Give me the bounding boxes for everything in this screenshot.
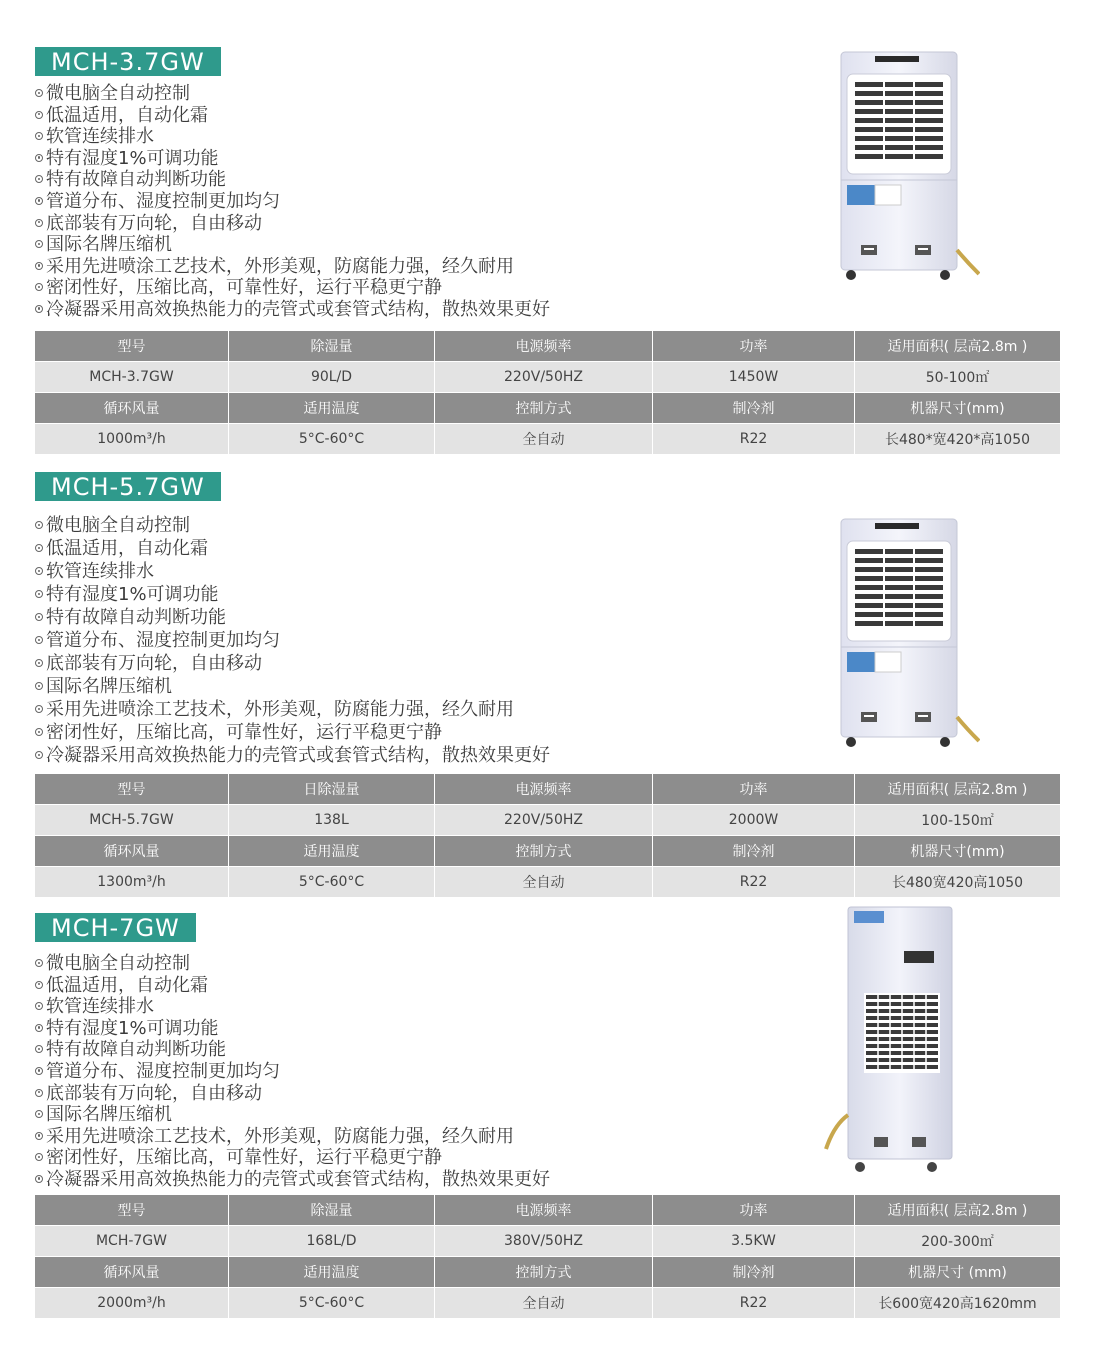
bullet-icon xyxy=(35,981,43,989)
table-row xyxy=(35,1288,1061,1319)
bullet-icon xyxy=(35,262,43,270)
table-cell: 2000W xyxy=(653,805,855,836)
bullet-icon xyxy=(35,1024,43,1032)
feature-item: 微电脑全自动控制 xyxy=(35,514,550,537)
table-cell: 1300m³/h xyxy=(35,867,229,898)
bullet-icon xyxy=(35,659,43,667)
table-row xyxy=(35,424,1061,455)
feature-item: 微电脑全自动控制 xyxy=(35,83,550,105)
model-title: MCH-3.7GW xyxy=(35,47,221,76)
table-header: 日除湿量 xyxy=(229,774,435,805)
table-header: 功率 xyxy=(653,331,855,362)
feature-item: 密闭性好，压缩比高，可靠性好，运行平稳更宁静 xyxy=(35,721,550,744)
table-header: 适用温度 xyxy=(229,1257,435,1288)
feature-item: 低温适用，自动化霜 xyxy=(35,537,550,560)
table-header: 制冷剂 xyxy=(653,393,855,424)
feature-list xyxy=(35,514,550,767)
table-cell: 168L/D xyxy=(229,1226,435,1257)
feature-item: 低温适用，自动化霜 xyxy=(35,105,550,127)
bullet-icon xyxy=(35,751,43,759)
table-row xyxy=(35,331,1061,362)
table-header: 机器尺寸 (mm) xyxy=(855,1257,1061,1288)
table-row xyxy=(35,836,1061,867)
table-header: 控制方式 xyxy=(435,836,653,867)
feature-item: 底部装有万向轮，自由移动 xyxy=(35,1083,550,1105)
bullet-icon xyxy=(35,197,43,205)
table-cell: MCH-7GW xyxy=(35,1226,229,1257)
table-header: 机器尺寸(mm) xyxy=(855,393,1061,424)
table-header: 制冷剂 xyxy=(653,1257,855,1288)
table-cell: 220V/50HZ xyxy=(435,805,653,836)
model-title: MCH-7GW xyxy=(35,913,196,942)
feature-item: 底部装有万向轮，自由移动 xyxy=(35,213,550,235)
feature-item: 采用先进喷涂工艺技术，外形美观，防腐能力强，经久耐用 xyxy=(35,698,550,721)
table-header: 功率 xyxy=(653,774,855,805)
bullet-icon xyxy=(35,89,43,97)
bullet-icon xyxy=(35,613,43,621)
table-header: 适用温度 xyxy=(229,836,435,867)
bullet-icon xyxy=(35,590,43,598)
table-cell: 50-100㎡ xyxy=(855,362,1061,393)
bullet-icon xyxy=(35,567,43,575)
bullet-icon xyxy=(35,283,43,291)
bullet-icon xyxy=(35,240,43,248)
bullet-icon xyxy=(35,521,43,529)
bullet-icon xyxy=(35,1067,43,1075)
spec-table xyxy=(34,330,1061,455)
table-cell: R22 xyxy=(653,867,855,898)
table-cell: 长480宽420高1050 xyxy=(855,867,1061,898)
table-header: 型号 xyxy=(35,331,229,362)
table-cell: 220V/50HZ xyxy=(435,362,653,393)
feature-item: 冷凝器采用高效换热能力的壳管式或套管式结构，散热效果更好 xyxy=(35,1169,550,1191)
table-header: 电源频率 xyxy=(435,1195,653,1226)
table-header: 电源频率 xyxy=(435,774,653,805)
table-cell: 1450W xyxy=(653,362,855,393)
bullet-icon xyxy=(35,544,43,552)
feature-item: 采用先进喷涂工艺技术，外形美观，防腐能力强，经久耐用 xyxy=(35,1126,550,1148)
table-header: 型号 xyxy=(35,774,229,805)
table-row xyxy=(35,393,1061,424)
feature-item: 冷凝器采用高效换热能力的壳管式或套管式结构，散热效果更好 xyxy=(35,744,550,767)
bullet-icon xyxy=(35,305,43,313)
feature-item: 特有湿度1%可调功能 xyxy=(35,148,550,170)
table-cell: 全自动 xyxy=(435,1288,653,1319)
bullet-icon xyxy=(35,132,43,140)
feature-item: 密闭性好，压缩比高，可靠性好，运行平稳更宁静 xyxy=(35,1147,550,1169)
table-cell: 长600宽420高1620mm xyxy=(855,1288,1061,1319)
bullet-icon xyxy=(35,154,43,162)
table-row xyxy=(35,805,1061,836)
table-cell: 2000m³/h xyxy=(35,1288,229,1319)
feature-item: 密闭性好，压缩比高，可靠性好，运行平稳更宁静 xyxy=(35,277,550,299)
table-cell: 138L xyxy=(229,805,435,836)
table-row xyxy=(35,1257,1061,1288)
feature-list xyxy=(35,953,550,1191)
feature-item: 特有湿度1%可调功能 xyxy=(35,583,550,606)
table-cell: 1000m³/h xyxy=(35,424,229,455)
table-cell: R22 xyxy=(653,424,855,455)
feature-item: 软管连续排水 xyxy=(35,126,550,148)
dehumidifier-image xyxy=(835,50,980,282)
table-header: 电源频率 xyxy=(435,331,653,362)
table-header: 机器尺寸(mm) xyxy=(855,836,1061,867)
bullet-icon xyxy=(35,1132,43,1140)
feature-item: 特有故障自动判断功能 xyxy=(35,1039,550,1061)
table-cell: R22 xyxy=(653,1288,855,1319)
feature-item: 管道分布、湿度控制更加均匀 xyxy=(35,1061,550,1083)
bullet-icon xyxy=(35,175,43,183)
table-row xyxy=(35,1226,1061,1257)
bullet-icon xyxy=(35,1089,43,1097)
table-cell: 长480*宽420*高1050 xyxy=(855,424,1061,455)
bullet-icon xyxy=(35,1175,43,1183)
feature-item: 软管连续排水 xyxy=(35,560,550,583)
table-cell: 5°C-60°C xyxy=(229,867,435,898)
bullet-icon xyxy=(35,636,43,644)
table-cell: 380V/50HZ xyxy=(435,1226,653,1257)
table-header: 循环风量 xyxy=(35,393,229,424)
table-header: 控制方式 xyxy=(435,1257,653,1288)
feature-item: 微电脑全自动控制 xyxy=(35,953,550,975)
table-header: 适用温度 xyxy=(229,393,435,424)
table-header: 制冷剂 xyxy=(653,836,855,867)
table-cell: 5°C-60°C xyxy=(229,1288,435,1319)
bullet-icon xyxy=(35,219,43,227)
table-header: 适用面积( 层高2.8m ) xyxy=(855,1195,1061,1226)
feature-item: 采用先进喷涂工艺技术，外形美观，防腐能力强，经久耐用 xyxy=(35,256,550,278)
bullet-icon xyxy=(35,959,43,967)
bullet-icon xyxy=(35,1110,43,1118)
table-cell: 100-150㎡ xyxy=(855,805,1061,836)
bullet-icon xyxy=(35,111,43,119)
table-header: 适用面积( 层高2.8m ) xyxy=(855,774,1061,805)
dehumidifier-image xyxy=(835,517,980,749)
feature-item: 特有湿度1%可调功能 xyxy=(35,1018,550,1040)
feature-item: 底部装有万向轮，自由移动 xyxy=(35,652,550,675)
feature-item: 国际名牌压缩机 xyxy=(35,234,550,256)
table-cell: 全自动 xyxy=(435,424,653,455)
bullet-icon xyxy=(35,728,43,736)
table-cell: 3.5KW xyxy=(653,1226,855,1257)
table-header: 除湿量 xyxy=(229,1195,435,1226)
bullet-icon xyxy=(35,1045,43,1053)
feature-item: 冷凝器采用高效换热能力的壳管式或套管式结构，散热效果更好 xyxy=(35,299,550,321)
spec-table xyxy=(34,1194,1061,1319)
feature-item: 特有故障自动判断功能 xyxy=(35,169,550,191)
table-cell: 5°C-60°C xyxy=(229,424,435,455)
dehumidifier-image xyxy=(822,905,962,1177)
table-cell: 200-300㎡ xyxy=(855,1226,1061,1257)
table-header: 除湿量 xyxy=(229,331,435,362)
table-header: 功率 xyxy=(653,1195,855,1226)
spec-table xyxy=(34,773,1061,898)
feature-item: 国际名牌压缩机 xyxy=(35,675,550,698)
feature-list xyxy=(35,83,550,321)
table-row xyxy=(35,1195,1061,1226)
feature-item: 低温适用，自动化霜 xyxy=(35,975,550,997)
table-cell: 90L/D xyxy=(229,362,435,393)
feature-item: 特有故障自动判断功能 xyxy=(35,606,550,629)
feature-item: 国际名牌压缩机 xyxy=(35,1104,550,1126)
model-title: MCH-5.7GW xyxy=(35,472,221,501)
table-header: 适用面积( 层高2.8m ) xyxy=(855,331,1061,362)
bullet-icon xyxy=(35,705,43,713)
table-cell: MCH-5.7GW xyxy=(35,805,229,836)
bullet-icon xyxy=(35,1153,43,1161)
feature-item: 软管连续排水 xyxy=(35,996,550,1018)
table-cell: 全自动 xyxy=(435,867,653,898)
table-header: 型号 xyxy=(35,1195,229,1226)
feature-item: 管道分布、湿度控制更加均匀 xyxy=(35,629,550,652)
table-header: 循环风量 xyxy=(35,1257,229,1288)
table-row xyxy=(35,867,1061,898)
bullet-icon xyxy=(35,1002,43,1010)
table-header: 控制方式 xyxy=(435,393,653,424)
table-row xyxy=(35,774,1061,805)
table-row xyxy=(35,362,1061,393)
feature-item: 管道分布、湿度控制更加均匀 xyxy=(35,191,550,213)
table-cell: MCH-3.7GW xyxy=(35,362,229,393)
bullet-icon xyxy=(35,682,43,690)
table-header: 循环风量 xyxy=(35,836,229,867)
